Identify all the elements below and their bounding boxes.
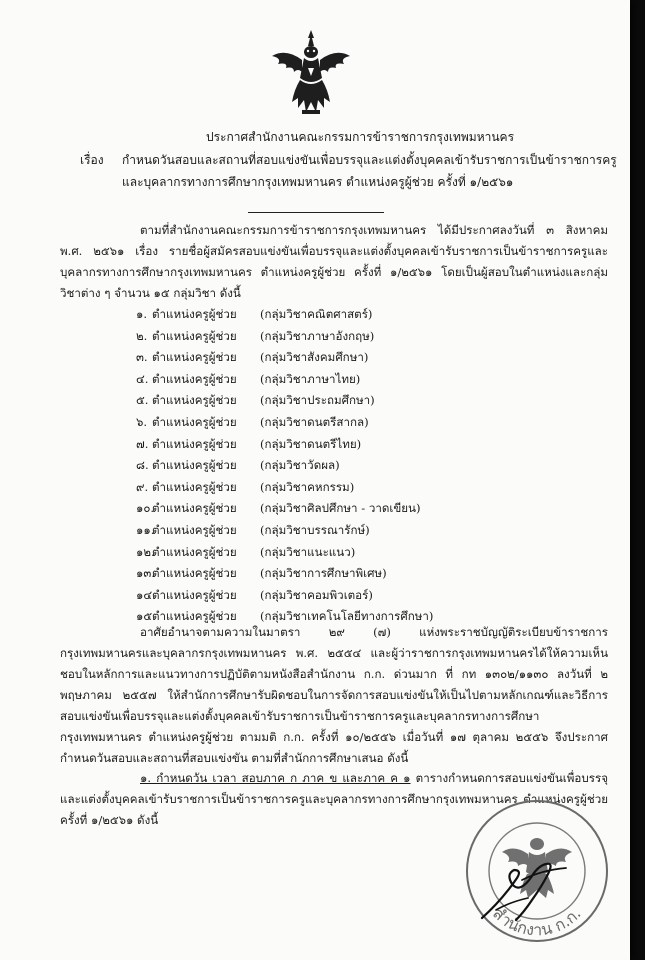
position-item — [136, 542, 496, 564]
position-item — [136, 434, 496, 456]
position-title: ตำแหน่งครูผู้ช่วย — [152, 566, 237, 581]
position-number: ๑๔. — [136, 587, 156, 602]
position-title: ตำแหน่งครูผู้ช่วย — [152, 414, 237, 429]
subject-line-2: และบุคลากรทางการศึกษากรุงเทพมหานคร ตำแหน่งครูผู้ช่วย ครั้งที่ ๑/๒๕๖๑ — [122, 175, 514, 189]
position-item — [136, 390, 496, 412]
position-title: ตำแหน่งครูผู้ช่วย — [152, 501, 237, 516]
subject-line-1: กำหนดวันสอบและสถานที่สอบแข่งขันเพื่อบรรจุและแต่งตั้งบุคคลเข้ารับราชการเป็นข้าราชการครู — [122, 153, 617, 167]
header-divider — [248, 212, 384, 213]
announcement-title: ประกาศสำนักงานคณะกรรมการข้าราชการกรุงเทพมหานคร — [205, 130, 515, 144]
position-number: ๘. — [136, 458, 149, 473]
position-list — [136, 304, 496, 628]
announcement-header — [60, 126, 620, 193]
position-title: ตำแหน่งครูผู้ช่วย — [152, 479, 237, 494]
schedule-text: ตารางกำหนดการสอบแข่งขันเพื่อบรรจุและแต่งตั้งบุคคลเข้ารับราชการเป็นข้าราชการครูและบุคลากรทางการศึกษากรุงเทพมหานคร ตำแหน่งครูผู้ช่วย ครั้งที่ ๑/๒๕๖๑ ดังนี้ — [60, 771, 608, 827]
schedule-heading: ๑. กำหนดวัน เวลา สอบภาค ก ภาค ข และภาค ค ๑ — [140, 771, 411, 785]
position-item — [136, 304, 496, 326]
position-item — [136, 520, 496, 542]
position-title: ตำแหน่งครูผู้ช่วย — [152, 587, 237, 602]
subject-group: (กลุ่มวิชาศิลปศึกษา - วาดเขียน) — [260, 501, 421, 516]
position-item — [136, 412, 496, 434]
position-title: ตำแหน่งครูผู้ช่วย — [152, 307, 237, 321]
paragraph-intro: ตามที่สำนักงานคณะกรรมการข้าราชการกรุงเทพมหานคร ได้มีประกาศลงวันที่ ๓ สิงหาคม พ.ศ. ๒๕๖๑ เรื่อง รายชื่อผู้สมัครสอบแข่งขันเพื่อบรรจุและแต่งตั้งบุคคลเข้ารับราชการเป็นข้าราชการครูและบุคลากรทางการศึกษากรุงเทพมหานคร ตำแหน่งครูผู้ช่วย ครั้งที่ ๑/๒๕๖๑ โดยเป็นผู้สอบในตำแหน่งและกลุ่มวิชาต่าง ๆ จำนวน ๑๕ กลุ่มวิชา ดังนี้ — [60, 223, 608, 300]
subject-block — [60, 149, 620, 193]
position-item — [136, 326, 496, 348]
subject-group: (กลุ่มวิชาเทคโนโลยีทางการศึกษา) — [260, 609, 434, 624]
position-item — [136, 477, 496, 499]
subject-group: (กลุ่มวิชาคณิตศาสตร์) — [260, 307, 373, 321]
position-title: ตำแหน่งครูผู้ช่วย — [152, 436, 237, 451]
position-number: ๑๓. — [136, 566, 155, 581]
signature — [462, 840, 582, 930]
position-number: ๙. — [136, 479, 149, 494]
subject-group: (กลุ่มวิชาการศึกษาพิเศษ) — [260, 566, 387, 581]
subject-group: (กลุ่มวิชาดนตรีไทย) — [260, 436, 362, 451]
subject-group: (กลุ่มวิชาวัดผล) — [260, 458, 340, 473]
paragraph-authority: อาศัยอำนาจตามความในมาตรา ๒๙ (๗) แห่งพระราชบัญญัติระเบียบข้าราชการกรุงเทพมหานครและบุคลากรกรุงเทพมหานคร พ.ศ. ๒๕๕๔ และผู้ว่าราชการกรุงเทพมหานครได้ให้ความเห็นชอบในหลักการและแนวทางการปฏิบัติตามหนังสือสำนักงาน ก.ก. ด่วนมาก ที่ กท ๑๓๐๒/๑๑๓๐ ลงวันที่ ๒ พฤษภาคม ๒๕๕๗ ให้สำนักการศึกษารับผิดชอบในการจัดการสอบแข่งขันให้เป็นไปตามหลักเกณฑ์และวิธีการสอบแข่งขันเพื่อบรรจุและแต่งตั้งบุคคลเข้ารับราชการเป็นข้าราชการครูและบุคลากรทางการศึกษากรุงเทพมหานคร ตำแหน่งครูผู้ช่วย ตามมติ ก.ก. ครั้งที่ ๑๐/๒๕๕๖ เมื่อวันที่ ๑๗ ตุลาคม ๒๕๕๖ จึงประกาศกำหนดวันสอบและสถานที่สอบแข่งขัน ตามที่สำนักการศึกษาเสนอ ดังนี้ — [60, 625, 608, 765]
position-title: ตำแหน่งครูผู้ช่วย — [152, 350, 237, 365]
position-title: ตำแหน่งครูผู้ช่วย — [152, 458, 237, 473]
position-item — [136, 347, 496, 369]
subject-group: (กลุ่มวิชาบรรณารักษ์) — [260, 522, 370, 537]
position-item — [136, 369, 496, 391]
position-number: ๑. — [136, 307, 148, 321]
position-title: ตำแหน่งครูผู้ช่วย — [152, 371, 237, 386]
position-number: ๖. — [136, 414, 148, 429]
seal-text: สำนักงาน ก.ก. — [489, 903, 585, 940]
position-item — [136, 563, 496, 585]
subject-group: (กลุ่มวิชาประถมศึกษา) — [260, 393, 375, 408]
garuda-emblem-icon — [268, 28, 354, 120]
position-title: ตำแหน่งครูผู้ช่วย — [152, 522, 237, 537]
subject-label: เรื่อง — [80, 153, 104, 167]
position-item — [136, 455, 496, 477]
subject-text — [122, 149, 620, 193]
position-title: ตำแหน่งครูผู้ช่วย — [152, 544, 237, 559]
position-number: ๒. — [136, 328, 148, 343]
position-number: ๓. — [136, 350, 148, 365]
position-item — [136, 498, 496, 520]
subject-group: (กลุ่มวิชาแนะแนว) — [260, 544, 356, 559]
position-number: ๗. — [136, 436, 149, 451]
position-number: ๔. — [136, 371, 149, 386]
position-title: ตำแหน่งครูผู้ช่วย — [152, 328, 237, 343]
position-number: ๕. — [136, 393, 149, 408]
subject-group: (กลุ่มวิชาสังคมศึกษา) — [260, 350, 369, 365]
position-number: ๑๑. — [136, 522, 155, 537]
position-title: ตำแหน่งครูผู้ช่วย — [152, 609, 237, 624]
subject-group: (กลุ่มวิชาภาษาอังกฤษ) — [260, 328, 375, 343]
position-item — [136, 585, 496, 607]
subject-group: (กลุ่มวิชาคอมพิวเตอร์) — [260, 587, 373, 602]
position-number: ๑๕. — [136, 609, 156, 624]
subject-group: (กลุ่มวิชาคหกรรม) — [260, 479, 355, 494]
position-title: ตำแหน่งครูผู้ช่วย — [152, 393, 237, 408]
position-number: ๑๐. — [136, 501, 155, 516]
subject-group: (กลุ่มวิชาดนตรีสากล) — [260, 414, 369, 429]
position-number: ๑๒. — [136, 544, 155, 559]
subject-group: (กลุ่มวิชาภาษาไทย) — [260, 371, 361, 386]
